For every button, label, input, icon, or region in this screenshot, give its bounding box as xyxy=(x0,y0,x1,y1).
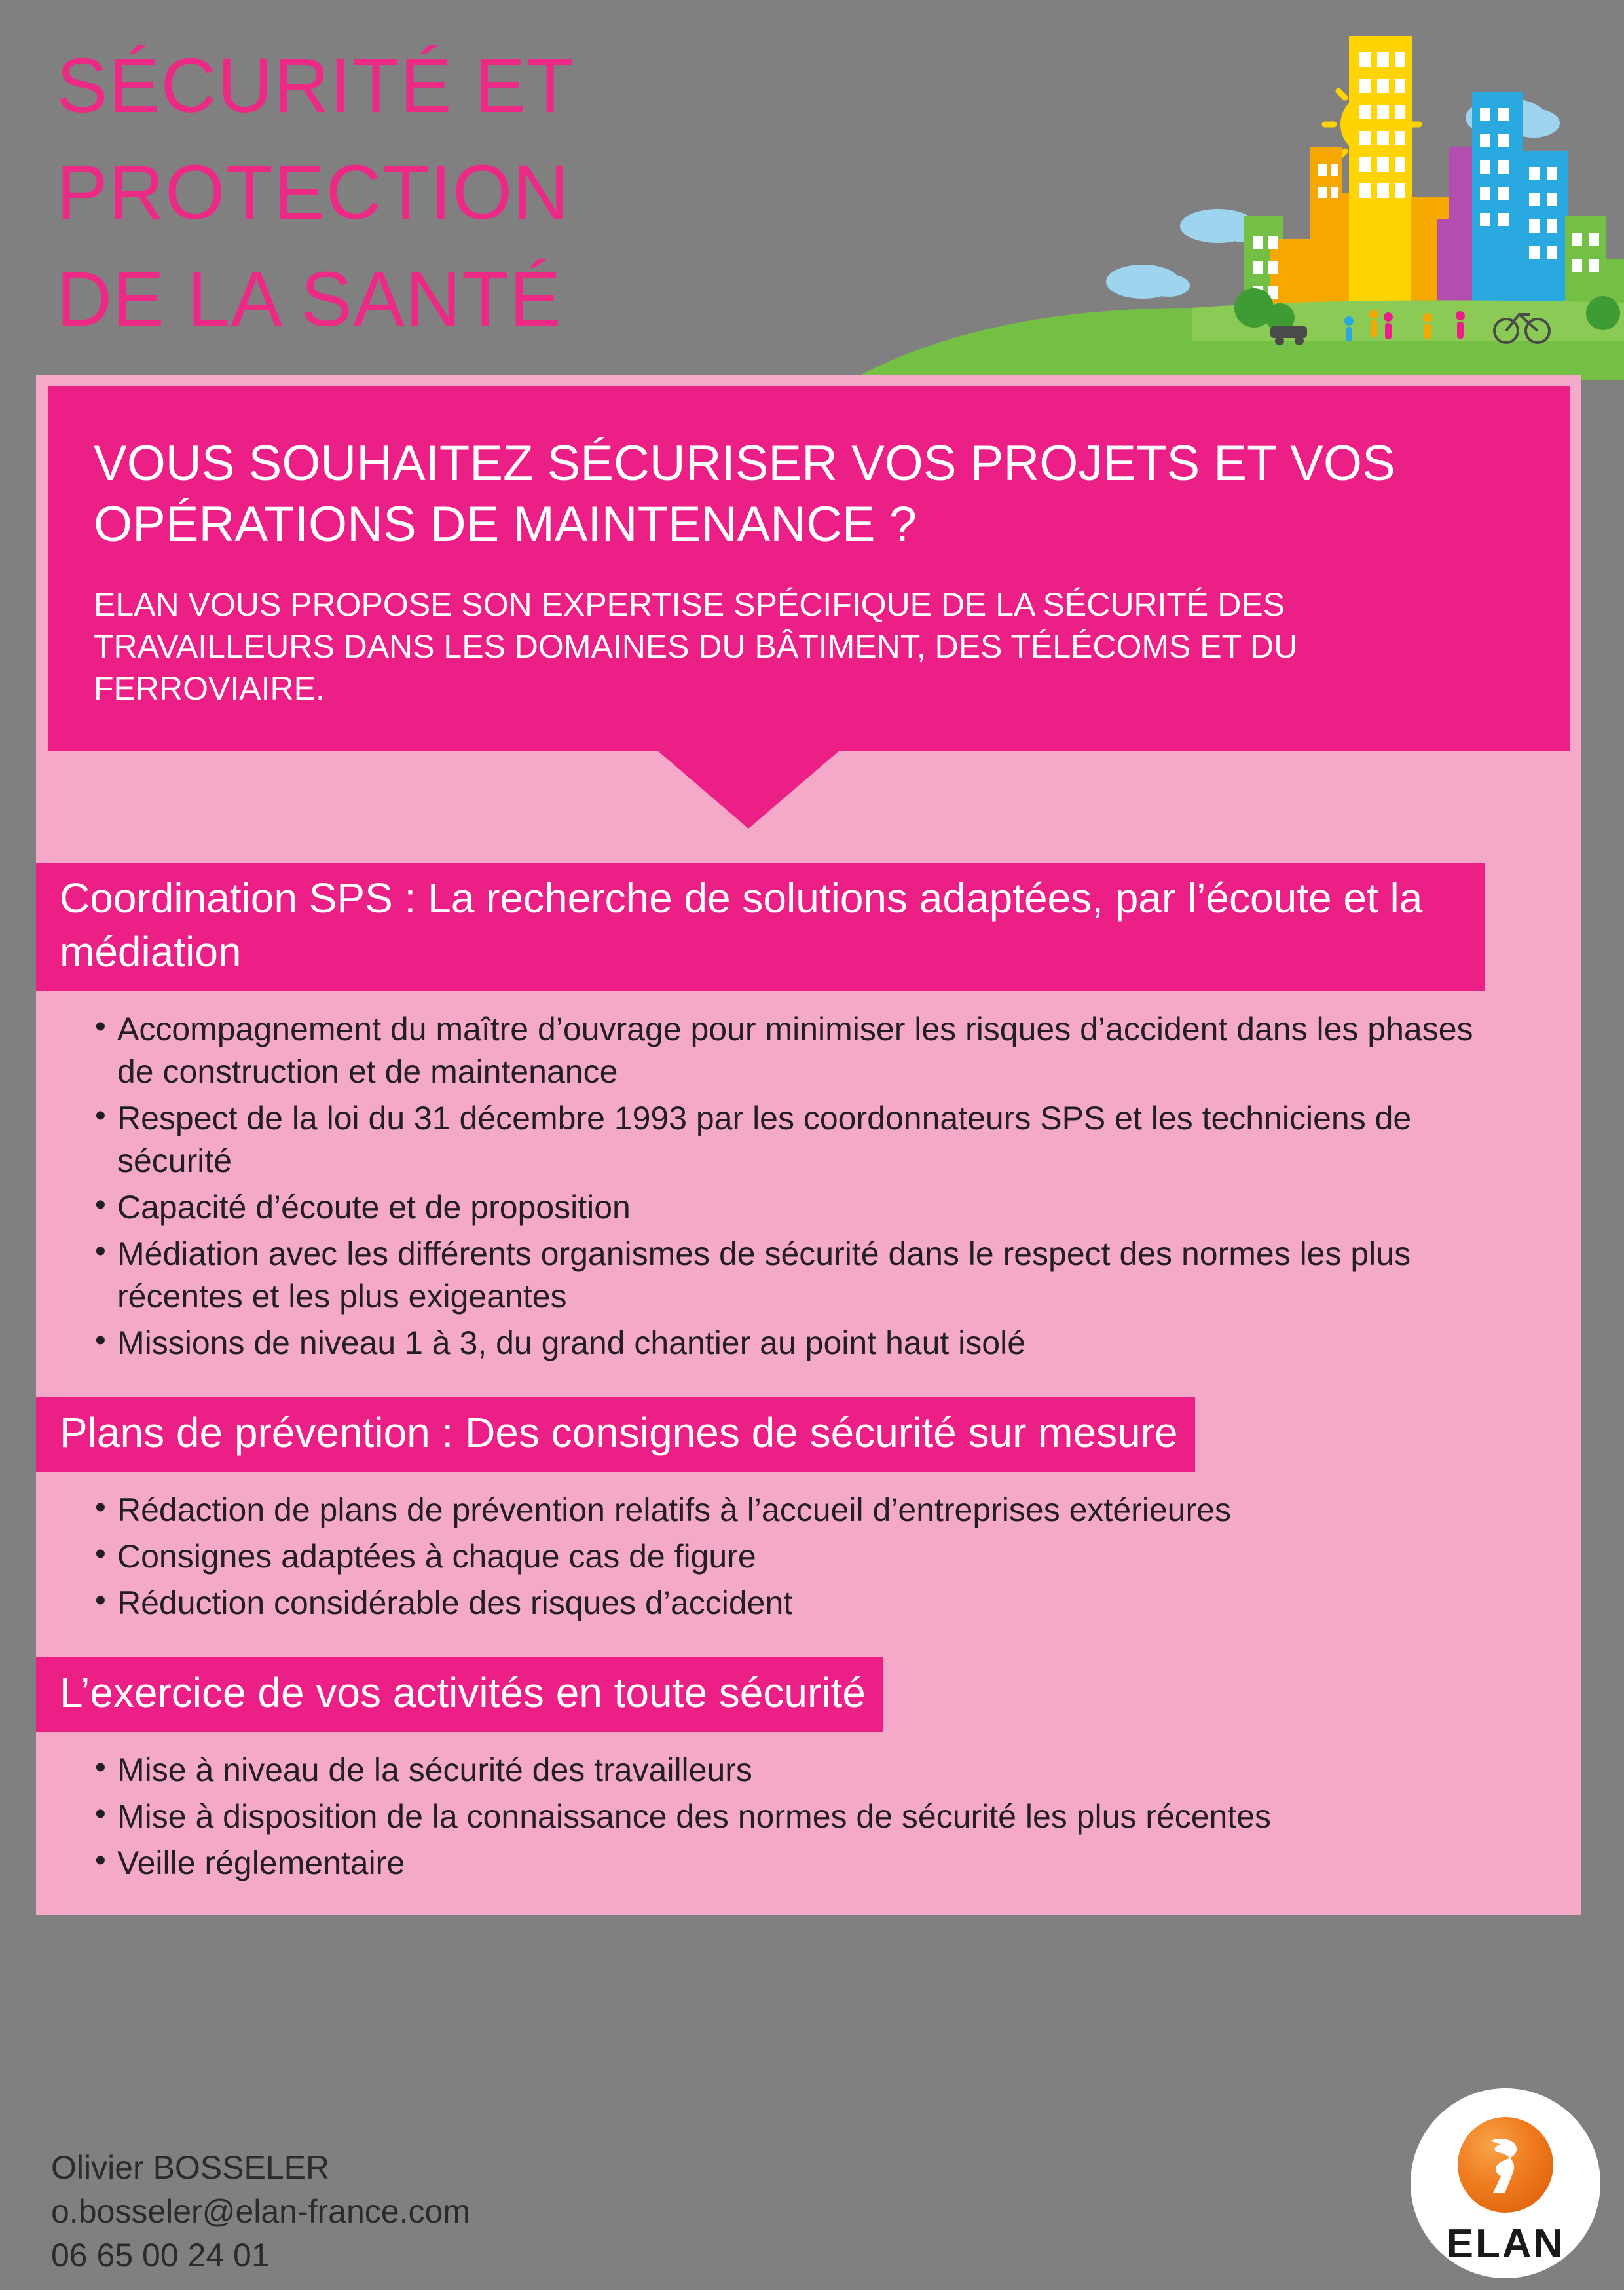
list-item: • Mise à niveau de la sécurité des travailleurs xyxy=(95,1749,1503,1795)
page-title xyxy=(56,33,875,352)
intro-subheading: ELAN VOUS PROPOSE SON EXPERTISE SPÉCIFIQUE DE LA SÉCURITÉ DES TRAVAILLEURS DANS LES DOMAINES DU BÂTIMENT, DES TÉLÉCOMS ET DU FERROVIAIRE. xyxy=(94,586,1298,707)
content-panel xyxy=(36,375,1581,1915)
contact-email[interactable]: o.bosseler@elan-france.com xyxy=(51,2193,470,2230)
list-item: • Médiation avec les différents organismes de sécurité dans le respect des normes les plus récentes et les plus exigeantes xyxy=(95,1233,1503,1322)
section-plans-prevention xyxy=(36,1397,1581,1628)
contact-block xyxy=(51,2146,470,2278)
list-item: • Consignes adaptées à chaque cas de figure xyxy=(95,1535,1503,1582)
page-title-line-1: SÉCURITÉ ET xyxy=(56,43,575,129)
list-item: • Veille réglementaire xyxy=(95,1842,1503,1888)
section-coordination-sps xyxy=(36,863,1581,1368)
list-item: • Capacité d’écoute et de proposition xyxy=(95,1186,1503,1233)
section-exercice-activites xyxy=(36,1657,1581,1888)
logo-swirl-icon xyxy=(1479,2130,1531,2198)
logo-text: ELAN xyxy=(1446,2221,1565,2266)
poster-header xyxy=(0,0,1624,380)
list-item: • Mise à disposition de la connaissance des normes de sécurité les plus récentes xyxy=(95,1795,1503,1842)
sections-list xyxy=(36,751,1581,1888)
intro-heading: VOUS SOUHAITEZ SÉCURISER VOS PROJETS ET VOS OPÉRATIONS DE MAINTENANCE ? xyxy=(94,436,1395,552)
city-skyline-icon xyxy=(851,0,1624,380)
page-title-line-3: DE LA SANTÉ xyxy=(56,255,562,343)
list-item: • Rédaction de plans de prévention relatifs à l’accueil d’entreprises extérieures xyxy=(95,1489,1503,1535)
list-item: • Missions de niveau 1 à 3, du grand chantier au point haut isolé xyxy=(95,1322,1503,1368)
intro-arrow-icon xyxy=(657,750,840,829)
list-item: • Réduction considérable des risques d’accident xyxy=(95,1582,1503,1628)
list-item: • Accompagnement du maître d’ouvrage pour minimiser les risques d’accident dans les phases de construction et de maintenance xyxy=(95,1008,1503,1097)
elan-logo xyxy=(1411,2088,1600,2278)
list-item: • Respect de la loi du 31 décembre 1993 par les coordonnateurs SPS et les techniciens de sécurité xyxy=(95,1097,1503,1186)
page-title-line-2: PROTECTION xyxy=(56,149,570,236)
intro-block xyxy=(48,386,1570,751)
contact-phone: 06 65 00 24 01 xyxy=(51,2237,270,2274)
contact-name: Olivier BOSSELER xyxy=(51,2149,330,2186)
section-title: Plans de prévention : Des consignes de sécurité sur mesure xyxy=(36,1397,1195,1472)
section-bullets xyxy=(36,1008,1581,1368)
section-bullets xyxy=(36,1489,1581,1628)
section-title: L’exercice de vos activités en toute sécurité xyxy=(36,1657,883,1732)
section-title: Coordination SPS : La recherche de solutions adaptées, par l’écoute et la médiation xyxy=(36,863,1485,991)
section-bullets xyxy=(36,1749,1581,1888)
poster-footer xyxy=(0,2126,1624,2290)
